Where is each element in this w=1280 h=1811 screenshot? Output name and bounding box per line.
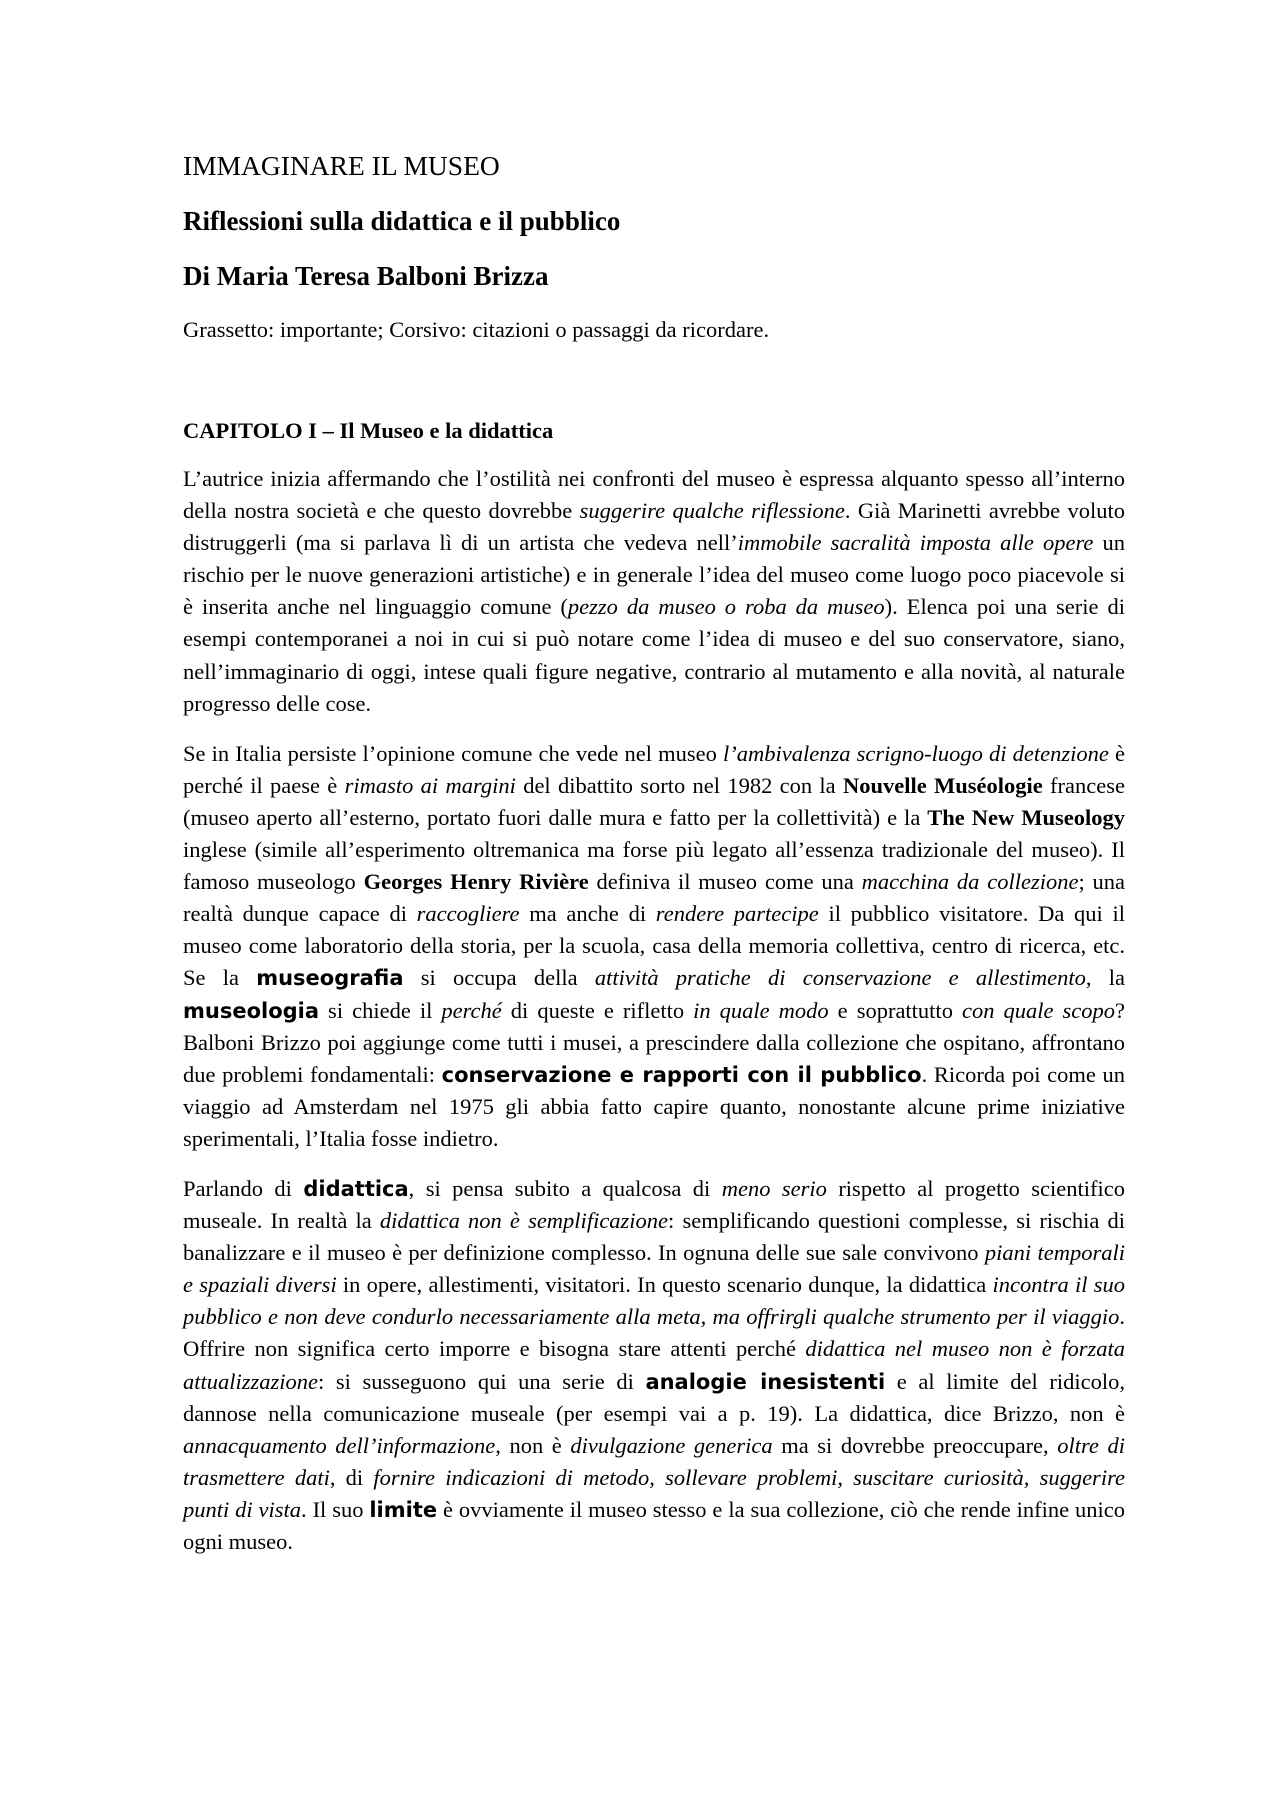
text-run: L’autrice inizia affermando che l’ostilità nei confronti del museo è espressa alquanto spesso all’interno della nostra società e che questo dovrebbe [183,466,1125,524]
text-run: : semplificando questioni complesse, si rischia di banalizzare e il museo è per definizione complesso. In ognuna delle sue sale convivono [183,1208,1125,1266]
text-run: del dibattito sorto nel 1982 con la [515,772,843,798]
italic-run: meno serio [721,1175,827,1201]
italic-run: fornire indicazioni di metodo, sollevare problemi, suscitare curiosità, suggerire punti di vista [183,1464,1125,1522]
text-run: , non è [495,1432,571,1458]
italic-run: macchina da collezione [861,869,1079,895]
bold-run: analogie inesistenti [645,1369,886,1394]
italic-run: didattica nel museo non è forzata attualizzazione [183,1336,1125,1394]
italic-run: incontra il suo pubblico e non deve condurlo necessariamente alla meta, ma offrirgli qualche strumento per il viaggio [183,1272,1125,1330]
text-run: Se in Italia persiste l’opinione comune che vede nel museo [183,740,723,766]
text-run: un rischio per le nuove generazioni artistiche) e in generale l’idea del museo come luogo poco piacevole si è inserita anche nel linguaggio comune ( [183,530,1125,620]
italic-run: rendere partecipe [655,901,819,927]
text-run: in opere, allestimenti, visitatori. In questo scenario dunque, la didattica [336,1272,993,1298]
chapter-heading: CAPITOLO I – Il Museo e la didattica [183,418,554,443]
text-run: è perché il paese è [183,740,1125,798]
bold-run: museografia [256,966,404,991]
text-run: il pubblico visitatore. Da qui il museo come laboratorio della storia, per la scuola, casa della memoria collettiva, centro di ricerca, etc. Se la [183,901,1125,991]
text-run: ). Elenca poi una serie di esempi contemporanei a noi in cui si può notare come l’idea di museo e del suo conservatore, siano, nell’immaginario di oggi, intese quali figure negative, contrario al mutamento e alla novità, al naturale progresso delle cose. [183,594,1125,716]
text-run: si occupa della [403,965,595,991]
text-run: Parlando di [183,1175,304,1201]
text-run: e al limite del ridicolo, dannose nella comunicazione museale (per esempi vai a p. 19). La didattica, dice Brizzo, non è [183,1368,1125,1426]
text-run: , la [1085,965,1125,991]
text-run: , si pensa subito a qualcosa di [408,1175,722,1201]
bold-run: Nouvelle Muséologie [842,772,1043,798]
italic-run: l’ambivalenza scrigno-luogo di detenzione [722,740,1109,766]
text-run: inglese (simile all’esperimento oltremanica ma forse più legato all’essenza tradizionale del museo). Il famoso museologo [183,837,1125,895]
bold-run: conservazione e rapporti con il pubblico [441,1062,922,1087]
text-run: . Ricorda poi come un viaggio ad Amsterdam nel 1975 gli abbia fatto capire quanto, nonostante alcune prime iniziative sperimentali, l’Italia fosse indietro. [183,1061,1125,1151]
italic-run: immobile sacralità imposta alle opere [737,530,1094,556]
italic-run: raccogliere [416,901,520,927]
italic-run: annacquamento dell’informazione [183,1432,496,1458]
text-run: . Già Marinetti avrebbe voluto distruggerli (ma si parlava lì di un artista che vedeva nell’ [183,498,1125,556]
text-run: si chiede il [319,997,442,1023]
italic-run: oltre di trasmettere dati [183,1432,1125,1490]
italic-run: in quale modo [693,997,829,1023]
italic-run: didattica non è semplificazione [379,1208,669,1234]
italic-run: con quale scopo [961,997,1115,1023]
italic-run: pezzo da museo o roba da museo [567,594,885,620]
document-subtitle: Riflessioni sulla didattica e il pubblico [183,206,621,236]
text-run: e soprattutto [828,997,962,1023]
document-author: Di Maria Teresa Balboni Brizza [183,261,549,291]
document-title: IMMAGINARE IL MUSEO [183,150,500,181]
formatting-legend: Grassetto: importante; Corsivo: citazioni o passaggi da ricordare. [183,317,770,342]
italic-run: attività pratiche di conservazione e allestimento [594,965,1086,991]
italic-run: perché [441,997,502,1023]
bold-run: museologia [183,998,320,1023]
text-run: . Offrire non significa certo imporre e bisogna stare attenti perché [183,1304,1125,1362]
italic-run: suggerire qualche riflessione [579,498,845,524]
text-run: ma si dovrebbe preoccupare, [772,1432,1058,1458]
italic-run: divulgazione generica [570,1432,773,1458]
text-run: di queste e rifletto [501,997,694,1023]
paragraph-1 [183,463,1125,720]
bold-run: Georges Henry Rivière [363,869,589,895]
text-run: francese (museo aperto all’esterno, portato fuori dalle mura e fatto per la collettività) e la [183,772,1125,830]
text-run: rispetto al progetto scientifico museale. In realtà la [183,1175,1126,1234]
text-run: , di [329,1464,374,1490]
bold-run: didattica [303,1176,409,1201]
text-run: ma anche di [519,901,656,927]
italic-run: rimasto ai margini [344,772,516,798]
text-run: . Il suo [301,1496,370,1522]
text-run: è ovviamente il museo stesso e la sua collezione, ciò che rende infine unico ogni museo. [183,1496,1126,1554]
paragraph-3 [183,1173,1125,1558]
text-run: ? Balboni Brizzo poi aggiunge come tutti i musei, a prescindere dalla collezione che ospitano, affrontano due problemi fondamentali: [183,997,1125,1087]
paragraph-2 [183,738,1125,1155]
italic-run: piani temporali e spaziali diversi [183,1240,1125,1298]
document-page [183,150,1125,1576]
bold-run: limite [369,1497,438,1522]
text-run: ; una realtà dunque capace di [183,869,1125,927]
text-run: : si susseguono qui una serie di [318,1368,646,1394]
text-run: definiva il museo come una [588,869,862,895]
bold-run: The New Museology [927,804,1125,830]
